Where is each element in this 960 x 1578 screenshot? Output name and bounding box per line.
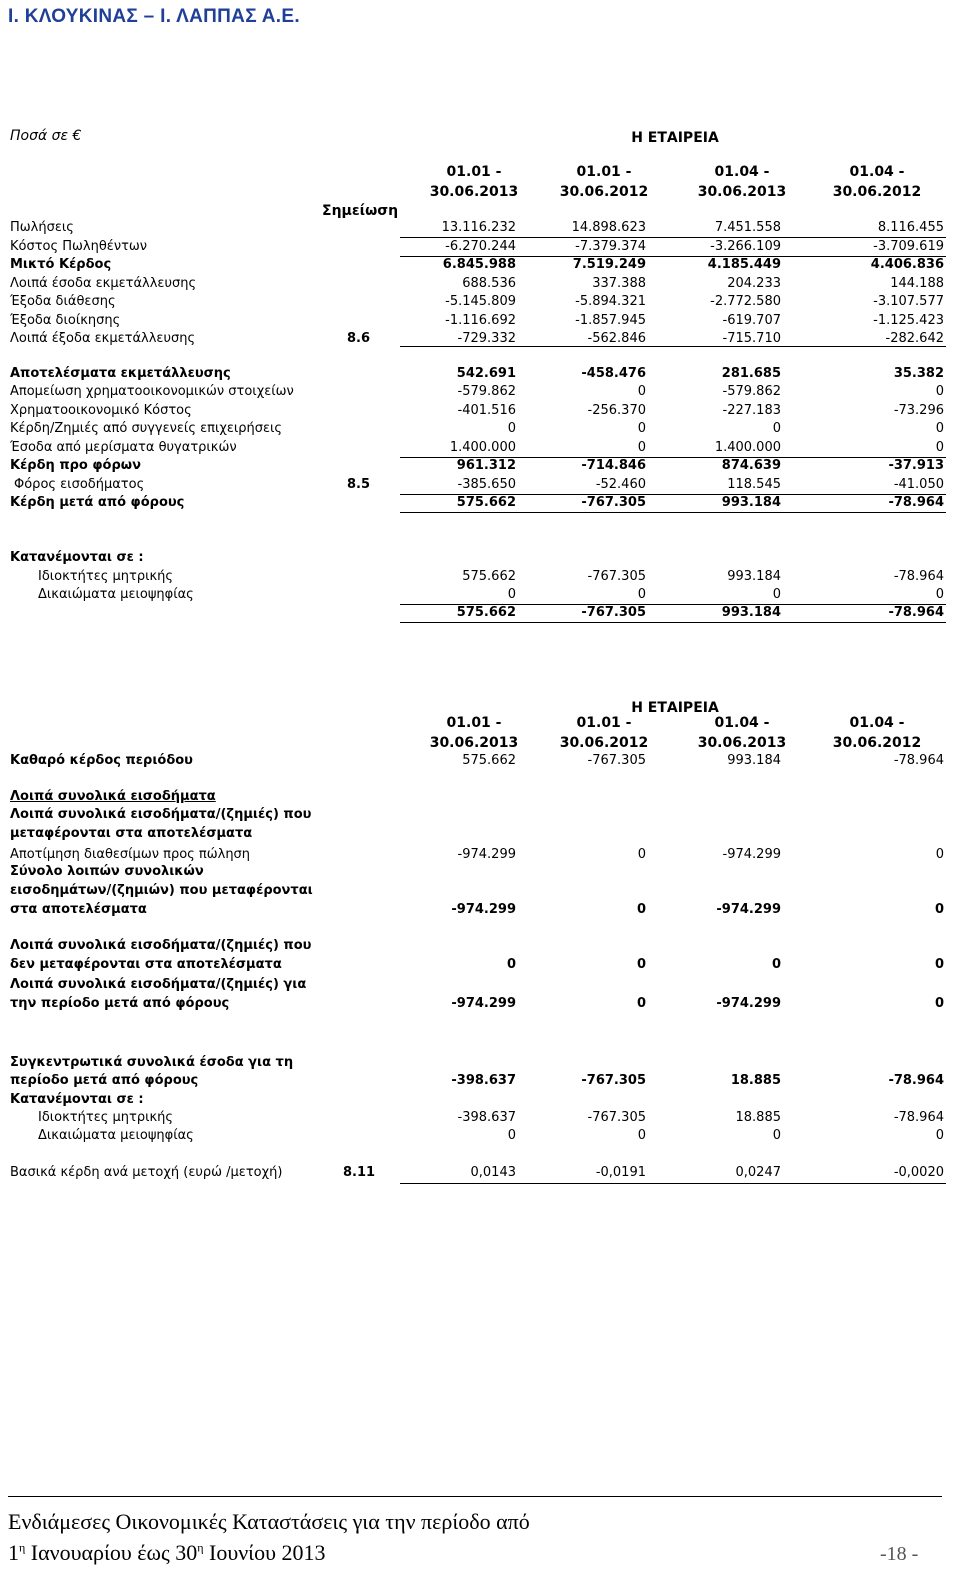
afs-value-col1: -974.299 [457,847,516,862]
row-label: Λοιπά έσοδα εκμετάλλευσης [10,276,197,291]
row-value-col4: -41.050 [893,477,944,492]
eps-label: Βασικά κέρδη ανά μετοχή (ευρώ /μετοχή) [10,1165,283,1180]
row-value-col4: 0 [935,440,944,455]
period-header-line2: 30.06.2012 [832,184,922,200]
oci-after-tax-label: Λοιπά συνολικά εισοδήματα/(ζημιές) για [10,977,307,992]
footer-sup: η [19,1540,26,1555]
footer-period-part: Ιουνίου 2013 [203,1540,326,1565]
ci-allocation-value-col2: -767.305 [587,1110,646,1125]
eps-value-col4: -0,0020 [893,1165,944,1180]
footer-sup: η [197,1540,204,1555]
eps-value-col1: 0,0143 [470,1165,516,1180]
row-value-col1: -579.862 [457,384,516,399]
ci-allocation-value-col4: 0 [935,1128,944,1143]
row-value-col4: 35.382 [893,366,944,381]
row-value-col1: -401.516 [457,403,516,418]
allocation-label: Δικαιώματα μειοψηφίας [38,587,194,602]
ci-allocation-label: Δικαιώματα μειοψηφίας [38,1128,194,1143]
not-reclass-value-col1: 0 [506,957,516,972]
total-ci-label: Συγκεντρωτικά συνολικά έσοδα για τη [10,1055,294,1070]
allocation-value-col2: 0 [637,587,646,602]
row-label: Κέρδη προ φόρων [10,458,141,473]
row-value-col3: -715.710 [722,331,781,346]
row-value-col1: -5.145.809 [445,294,516,309]
underline-rule [400,1183,946,1184]
total-reclass-label: εισοδημάτων/(ζημιών) που μεταφέρονται [10,883,313,898]
reclass-title: Λοιπά συνολικά εισοδήματα/(ζημιές) που [10,807,312,822]
row-value-col3: -579.862 [722,384,781,399]
allocation-total-col3: 993.184 [721,605,781,620]
ci-allocation-value-col4: -78.964 [893,1110,944,1125]
row-label: Πωλήσεις [10,220,74,235]
row-value-col1: 688.536 [462,276,516,291]
row-value-col1: -6.270.244 [445,239,516,254]
row-label: Έξοδα διάθεσης [10,294,116,309]
row-value-col1: 961.312 [456,458,516,473]
allocation-total-col1: 575.662 [456,605,516,620]
net-profit-value-col3: 993.184 [727,753,781,768]
total-ci-value-col4: -78.964 [888,1073,944,1088]
footer-period [8,1540,326,1566]
row-label: Κέρδη/Ζημιές από συγγενείς επιχειρήσεις [10,421,283,436]
total-reclass-label: στα αποτελέσματα [10,902,147,917]
footer-title: Ενδιάμεσες Οικονομικές Καταστάσεις για την περίοδο από [8,1509,530,1534]
period-header-line1: 01.01 - [446,164,502,180]
footer-divider [8,1496,942,1497]
row-label: Χρηματοοικονομικό Κόστος [10,403,192,418]
row-value-col2: 0 [637,440,646,455]
row-value-col4: -3.709.619 [873,239,944,254]
total-ci-value-col3: 18.885 [730,1073,781,1088]
period-header-line2: 30.06.2013 [697,184,787,200]
period-header-line2: 30.06.2012 [832,735,922,751]
period-header-line2: 30.06.2013 [429,735,519,751]
row-value-col3: 1.400.000 [714,440,781,455]
ci-allocation-value-col1: 0 [507,1128,516,1143]
net-profit-label: Καθαρό κέρδος περιόδου [10,753,193,768]
total-reclass-value-col4: 0 [934,902,944,917]
total-ci-label: περίοδο μετά από φόρους [10,1073,199,1088]
oci-after-tax-value-col3: -974.299 [716,996,781,1011]
total-reclass-value-col1: -974.299 [451,902,516,917]
row-value-col1: 542.691 [456,366,516,381]
row-value-col3: 118.545 [727,477,781,492]
row-note: 8.5 [347,477,371,492]
row-value-col1: 13.116.232 [441,220,516,235]
ci-allocation-label: Ιδιοκτήτες μητρικής [38,1110,174,1125]
not-reclass-label: Λοιπά συνολικά εισοδήματα/(ζημιές) που [10,938,312,953]
row-value-col4: 0 [935,421,944,436]
row-value-col3: 993.184 [721,495,781,510]
total-reclass-value-col3: -974.299 [716,902,781,917]
row-label: Μικτό Κέρδος [10,257,112,272]
allocation-value-col1: 575.662 [462,569,516,584]
net-profit-value-col2: -767.305 [587,753,646,768]
row-value-col2: -7.379.374 [575,239,646,254]
row-value-col4: -37.913 [888,458,944,473]
row-value-col2: -52.460 [595,477,646,492]
row-value-col1: 6.845.988 [442,257,516,272]
ci-allocation-value-col1: -398.637 [457,1110,516,1125]
page-number: -18 - [880,1543,919,1565]
total-ci-value-col2: -767.305 [581,1073,646,1088]
underline-rule [400,622,946,623]
row-value-col3: -3.266.109 [710,239,781,254]
total-reclass-value-col2: 0 [636,902,646,917]
row-value-col2: -256.370 [587,403,646,418]
allocation-value-col3: 993.184 [727,569,781,584]
row-value-col4: 0 [935,384,944,399]
eps-value-col3: 0,0247 [735,1165,781,1180]
net-profit-value-col1: 575.662 [462,753,516,768]
total-reclass-label: Σύνολο λοιπών συνολικών [10,864,204,879]
row-label: Απομείωση χρηματοοικονομικών στοιχείων [10,384,294,399]
row-value-col1: 1.400.000 [449,440,516,455]
period-header-line2: 30.06.2013 [429,184,519,200]
period-header-line1: 01.04 - [849,164,905,180]
row-value-col2: -458.476 [581,366,646,381]
allocation-total-col4: -78.964 [888,605,944,620]
row-value-col3: -619.707 [722,313,781,328]
row-label: Κέρδη μετά από φόρους [10,495,185,510]
not-reclass-value-col2: 0 [636,957,646,972]
row-value-col2: 0 [637,421,646,436]
period-header-line2: 30.06.2012 [559,735,649,751]
row-label: Έσοδα από μερίσματα θυγατρικών [10,440,237,455]
row-value-col2: 7.519.249 [572,257,646,272]
oci-after-tax-value-col2: 0 [636,996,646,1011]
row-value-col4: -3.107.577 [873,294,944,309]
allocation-total-col2: -767.305 [581,605,646,620]
row-value-col2: -1.857.945 [575,313,646,328]
entity-header-2: Η ΕΤΑΙΡΕΙΑ [631,700,719,716]
row-value-col4: -282.642 [885,331,944,346]
period-header-line1: 01.04 - [714,164,770,180]
oci-title: Λοιπά συνολικά εισοδήματα [10,789,216,804]
allocation-value-col1: 0 [507,587,516,602]
period-header-line1: 01.01 - [576,164,632,180]
ci-allocation-value-col3: 0 [772,1128,781,1143]
row-value-col2: 337.388 [592,276,646,291]
period-header-line1: 01.04 - [849,715,905,731]
total-ci-value-col1: -398.637 [451,1073,516,1088]
entity-header: Η ΕΤΑΙΡΕΙΑ [631,130,719,146]
row-value-col4: 4.406.836 [870,257,944,272]
allocation-value-col4: 0 [935,587,944,602]
company-title: Ι. ΚΛΟΥΚΙΝΑΣ – Ι. ΛΑΠΠΑΣ Α.Ε. [8,6,300,27]
ci-allocation-value-col2: 0 [637,1128,646,1143]
afs-value-col2: 0 [637,847,646,862]
allocation-value-col3: 0 [772,587,781,602]
row-value-col3: 281.685 [721,366,781,381]
allocation-label: Ιδιοκτήτες μητρικής [38,569,174,584]
row-value-col1: -1.116.692 [445,313,516,328]
row-value-col2: -714.846 [581,458,646,473]
ci-allocation-title: Κατανέμονται σε : [10,1092,144,1107]
allocation-value-col2: -767.305 [587,569,646,584]
row-label: Κόστος Πωληθέντων [10,239,148,254]
row-note: 8.6 [347,331,371,346]
row-value-col1: 0 [507,421,516,436]
row-value-col4: 8.116.455 [877,220,944,235]
underline-rule [400,256,946,257]
row-value-col1: -385.650 [457,477,516,492]
row-value-col2: -5.894.321 [575,294,646,309]
reclass-title: μεταφέρονται στα αποτελέσματα [10,826,253,841]
ci-allocation-value-col3: 18.885 [735,1110,781,1125]
row-label: Έξοδα διοίκησης [10,313,121,328]
row-value-col3: 0 [772,421,781,436]
afs-value-col4: 0 [935,847,944,862]
row-label: Λοιπά έξοδα εκμετάλλευσης [10,331,196,346]
row-value-col3: 204.233 [727,276,781,291]
row-value-col3: 4.185.449 [707,257,781,272]
row-value-col2: -562.846 [587,331,646,346]
row-value-col2: 14.898.623 [571,220,646,235]
footer-period-part: 1 [8,1540,19,1565]
allocation-title: Κατανέμονται σε : [10,550,144,565]
period-header-line1: 01.01 - [576,715,632,731]
row-label: Φόρος εισοδήματος [14,477,145,492]
oci-after-tax-value-col1: -974.299 [451,996,516,1011]
eps-value-col2: -0,0191 [595,1165,646,1180]
row-value-col1: -729.332 [457,331,516,346]
not-reclass-value-col4: 0 [934,957,944,972]
net-profit-value-col4: -78.964 [893,753,944,768]
afs-label: Αποτίμηση διαθεσίμων προς πώληση [10,847,251,862]
period-header-line2: 30.06.2012 [559,184,649,200]
underline-rule [400,512,946,513]
row-value-col4: -1.125.423 [873,313,944,328]
note-column-header: Σημείωση [322,203,399,219]
oci-after-tax-label: την περίοδο μετά από φόρους [10,996,230,1011]
row-value-col4: -78.964 [888,495,944,510]
not-reclass-label: δεν μεταφέρονται στα αποτελέσματα [10,957,282,972]
row-value-col1: 575.662 [456,495,516,510]
row-value-col2: 0 [637,384,646,399]
row-value-col3: -227.183 [722,403,781,418]
underline-rule [400,494,946,495]
underline-rule [400,237,946,238]
row-value-col4: -73.296 [893,403,944,418]
row-value-col3: -2.772.580 [710,294,781,309]
amounts-label: Ποσά σε € [10,128,82,144]
period-header-line1: 01.04 - [714,715,770,731]
row-value-col2: -767.305 [581,495,646,510]
afs-value-col3: -974.299 [722,847,781,862]
not-reclass-value-col3: 0 [771,957,781,972]
period-header-line1: 01.01 - [446,715,502,731]
footer-period-part: Ιανουαρίου έως 30 [25,1540,198,1565]
oci-after-tax-value-col4: 0 [934,996,944,1011]
row-value-col3: 7.451.558 [714,220,781,235]
allocation-value-col4: -78.964 [893,569,944,584]
underline-rule [400,346,946,347]
row-value-col4: 144.188 [890,276,944,291]
underline-rule [400,457,946,458]
eps-note: 8.11 [343,1165,376,1180]
period-header-line2: 30.06.2013 [697,735,787,751]
row-label: Αποτελέσματα εκμετάλλευσης [10,366,231,381]
row-value-col3: 874.639 [721,458,781,473]
